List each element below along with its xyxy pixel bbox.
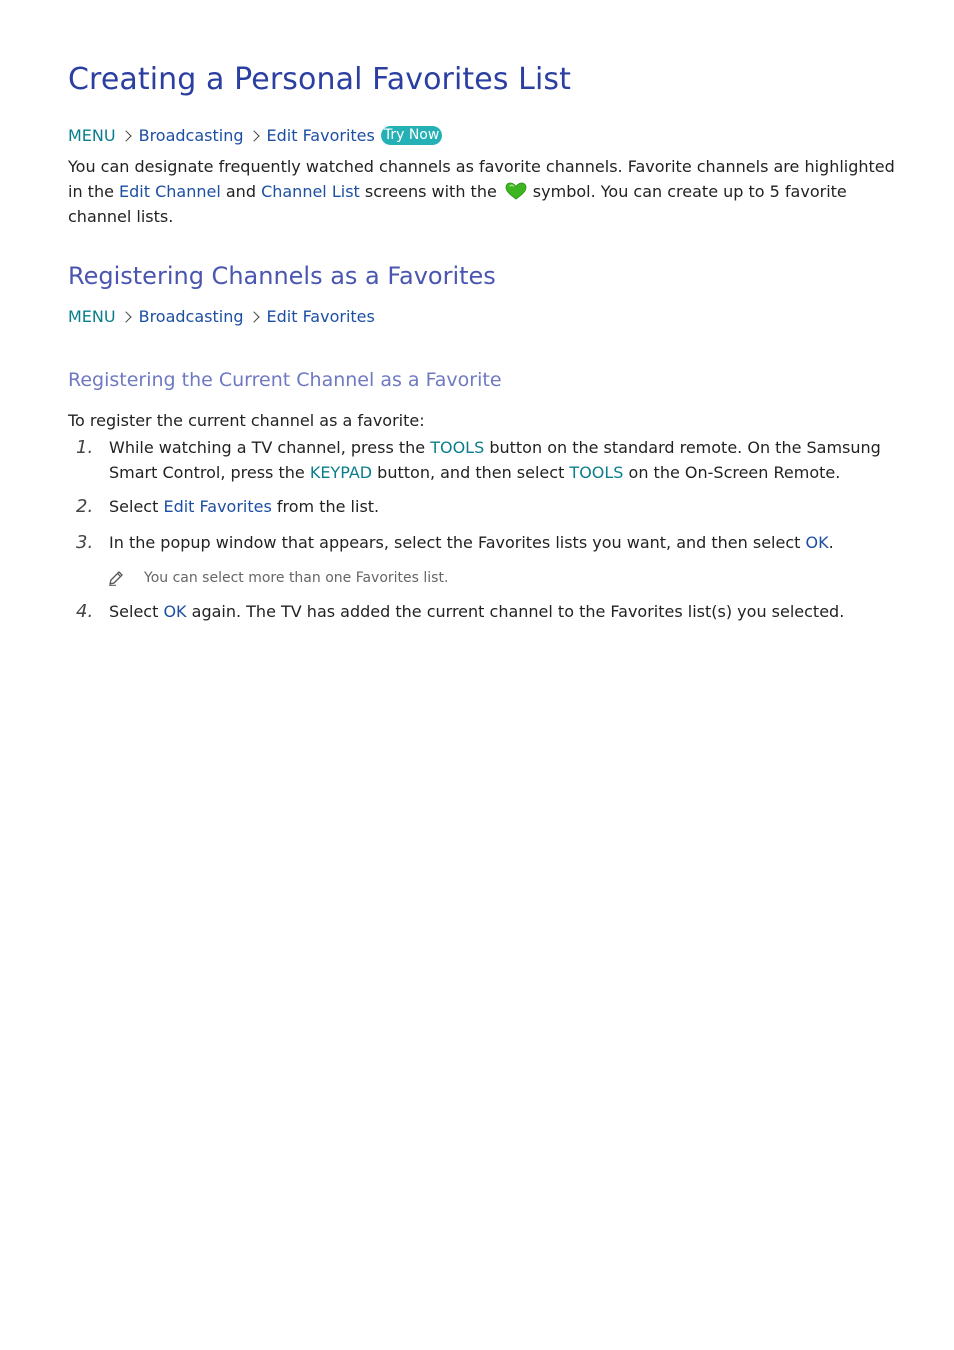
intro-paragraph bbox=[68, 154, 898, 229]
intro-text: symbol. You can create up to 5 favorite channel lists. bbox=[68, 182, 847, 226]
step-number: 1. bbox=[76, 437, 94, 458]
tools-keyword: TOOLS bbox=[569, 463, 624, 482]
subsection-lead: To register the current channel as a favorite: bbox=[68, 411, 425, 430]
step-number: 4. bbox=[76, 601, 94, 622]
step-text-part: button, and then select bbox=[372, 463, 570, 482]
pencil-note-icon bbox=[108, 570, 124, 586]
step-4 bbox=[68, 599, 898, 624]
breadcrumb-broadcasting[interactable]: Broadcasting bbox=[138, 126, 244, 145]
breadcrumb-broadcasting[interactable]: Broadcasting bbox=[138, 307, 244, 326]
edit-favorites-link[interactable]: Edit Favorites bbox=[163, 497, 272, 516]
breadcrumb bbox=[68, 126, 442, 145]
section-title: Registering Channels as a Favorites bbox=[68, 262, 496, 290]
breadcrumb-menu[interactable]: MENU bbox=[68, 126, 116, 145]
page-title: Creating a Personal Favorites List bbox=[68, 62, 572, 97]
intro-text: screens with the bbox=[359, 182, 497, 201]
chevron-right-icon bbox=[120, 130, 131, 141]
heart-icon bbox=[505, 182, 527, 200]
step-text-part: Select bbox=[109, 602, 164, 621]
step-text bbox=[109, 494, 899, 519]
section-breadcrumb bbox=[68, 307, 375, 326]
step-3 bbox=[68, 530, 898, 555]
keypad-keyword: KEYPAD bbox=[309, 463, 373, 482]
ok-keyword: OK bbox=[805, 533, 829, 552]
step-number: 2. bbox=[76, 496, 94, 517]
step-text-part: Select bbox=[109, 497, 164, 516]
tools-keyword: TOOLS bbox=[430, 438, 485, 457]
ok-keyword: OK bbox=[163, 602, 187, 621]
chevron-right-icon bbox=[248, 311, 259, 322]
breadcrumb-edit-favorites[interactable]: Edit Favorites bbox=[266, 126, 375, 145]
step-text-part: on the On-Screen Remote. bbox=[623, 463, 841, 482]
breadcrumb-edit-favorites[interactable]: Edit Favorites bbox=[266, 307, 375, 326]
step-text bbox=[109, 530, 899, 555]
note bbox=[108, 570, 448, 586]
step-text-part: In the popup window that appears, select the Favorites lists you want, and then select bbox=[109, 533, 806, 552]
breadcrumb-menu[interactable]: MENU bbox=[68, 307, 116, 326]
step-text-part: . bbox=[828, 533, 834, 552]
step-1 bbox=[68, 435, 898, 485]
step-text-part: button on the standard remote. On the Samsung Smart Control, press the bbox=[109, 438, 881, 482]
step-2 bbox=[68, 494, 898, 519]
intro-text: and bbox=[220, 182, 262, 201]
chevron-right-icon bbox=[248, 130, 259, 141]
step-text-part: While watching a TV channel, press the bbox=[109, 438, 431, 457]
try-now-button[interactable]: Try Now bbox=[381, 126, 442, 145]
subsection-title: Registering the Current Channel as a Favorite bbox=[68, 369, 502, 391]
intro-text: You can designate frequently watched channels as favorite channels. Favorite channels are highlighted in the bbox=[68, 157, 895, 201]
chevron-right-icon bbox=[120, 311, 131, 322]
step-text-part: from the list. bbox=[271, 497, 380, 516]
step-text bbox=[109, 599, 899, 624]
step-text-part: again. The TV has added the current channel to the Favorites list(s) you selected. bbox=[186, 602, 845, 621]
channel-list-link[interactable]: Channel List bbox=[261, 182, 360, 201]
edit-channel-link[interactable]: Edit Channel bbox=[119, 182, 221, 201]
step-number: 3. bbox=[76, 532, 94, 553]
step-text bbox=[109, 435, 899, 485]
note-text: You can select more than one Favorites list. bbox=[144, 570, 449, 586]
